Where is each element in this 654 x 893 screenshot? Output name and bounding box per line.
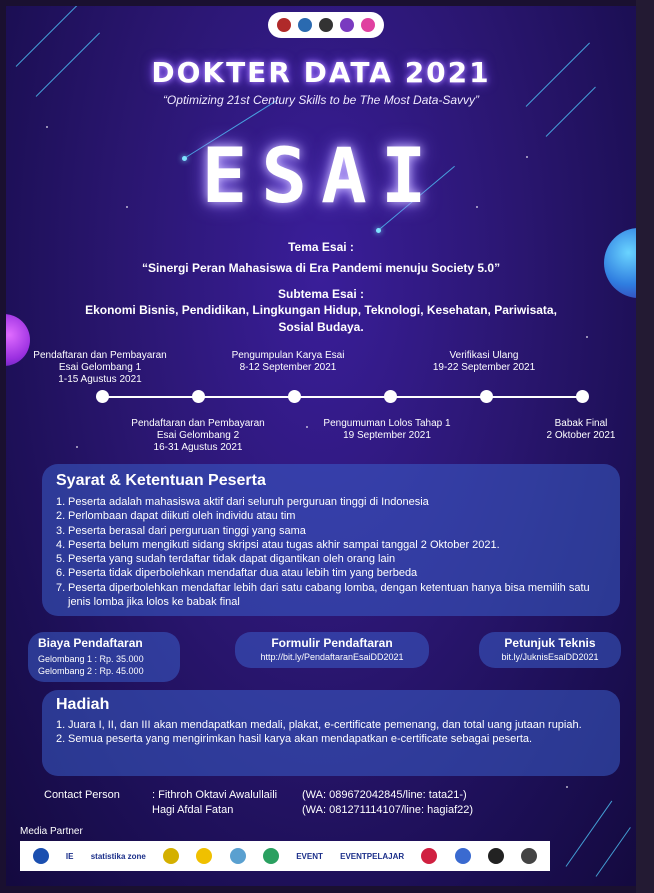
partner-logo-statistika: statistika zone bbox=[90, 851, 146, 861]
partner-logo bbox=[196, 848, 212, 864]
rule-item bbox=[56, 552, 606, 566]
timeline-event-verification bbox=[414, 350, 554, 374]
timeline-text: Pendaftaran dan Pembayaran bbox=[131, 418, 265, 429]
timeline-date: 8-12 September 2021 bbox=[239, 362, 337, 373]
timeline-text: Pengumuman Lolos Tahap 1 bbox=[323, 418, 451, 429]
logo-circle bbox=[340, 18, 354, 32]
timeline-date: 19-22 September 2021 bbox=[432, 362, 536, 373]
rules-title: Syarat & Ketentuan Peserta bbox=[56, 472, 266, 489]
contact-spacer bbox=[44, 803, 152, 818]
partner-logo bbox=[488, 848, 504, 864]
star bbox=[46, 126, 48, 128]
technical-guide-title: Petunjuk Teknis bbox=[504, 636, 596, 650]
prize-list bbox=[56, 718, 606, 746]
timeline-date: 1-15 Agustus 2021 bbox=[58, 374, 142, 385]
rule-item bbox=[56, 581, 606, 610]
prize-number: 2. bbox=[56, 733, 66, 745]
competition-title: ESAI bbox=[201, 131, 441, 220]
timeline-dot bbox=[384, 390, 397, 403]
partner-logo bbox=[163, 848, 179, 864]
timeline-text: Pendaftaran dan Pembayaran bbox=[33, 350, 167, 361]
rule-number: 5. bbox=[56, 553, 66, 566]
technical-guide-panel bbox=[479, 632, 621, 668]
fee-wave-1: Gelombang 1 : Rp. 35.000 bbox=[38, 654, 144, 664]
registration-form-panel bbox=[235, 632, 429, 668]
theme-label: Tema Esai : bbox=[288, 240, 354, 254]
timeline-dot bbox=[288, 390, 301, 403]
prize-panel bbox=[42, 690, 620, 776]
rule-text: Perlombaan dapat diikuti oleh individu atau tim bbox=[68, 510, 296, 523]
rule-text: Peserta berasal dari perguruan tinggi yang sama bbox=[68, 524, 306, 537]
contact-phone: (WA: 089672042845/line: tata21-) bbox=[302, 789, 467, 801]
logo-hexagon bbox=[361, 18, 375, 32]
prize-text: Semua peserta yang mengirimkan hasil karya akan mendapatkan e-certificate sebagai peserta. bbox=[68, 733, 533, 745]
rule-item bbox=[56, 538, 606, 552]
partner-logo bbox=[230, 848, 246, 864]
partner-logo-ie: IE bbox=[65, 851, 74, 861]
event-title: DOKTER DATA 2021 bbox=[151, 56, 491, 89]
timeline-dot bbox=[96, 390, 109, 403]
timeline-event-final bbox=[536, 418, 626, 442]
contact-row bbox=[44, 803, 473, 818]
timeline-line bbox=[102, 396, 582, 398]
rule-number: 6. bbox=[56, 567, 66, 580]
rule-number: 7. bbox=[56, 581, 66, 594]
circuit-line bbox=[596, 827, 631, 877]
fee-panel bbox=[28, 632, 180, 682]
rule-number: 3. bbox=[56, 524, 66, 537]
partner-logo bbox=[33, 848, 49, 864]
rule-item bbox=[56, 524, 606, 538]
timeline-dot bbox=[192, 390, 205, 403]
prize-text: Juara I, II, dan III akan mendapatkan medali, plakat, e-certificate pemenang, dan total uang jutaan rupiah. bbox=[68, 719, 582, 731]
partner-logo bbox=[455, 848, 471, 864]
timeline-text: Esai Gelombang 1 bbox=[58, 362, 142, 373]
partner-logo bbox=[263, 848, 279, 864]
fee-wave-2: Gelombang 2 : Rp. 45.000 bbox=[38, 666, 144, 676]
logo-diamond bbox=[298, 18, 312, 32]
event-tagline: “Optimizing 21st Century Skills to be The Most Data-Savvy” bbox=[162, 93, 480, 107]
fee-title: Biaya Pendaftaran bbox=[38, 636, 143, 650]
rule-text: Peserta tidak diperbolehkan mendaftar dua atau lebih tim yang berbeda bbox=[68, 567, 418, 580]
rule-number: 1. bbox=[56, 496, 66, 508]
contact-label: Contact Person bbox=[44, 789, 120, 801]
timeline-dot bbox=[576, 390, 589, 403]
contact-name: : Fithroh Oktavi Awalullaili bbox=[152, 789, 278, 801]
circuit-line bbox=[566, 801, 613, 867]
contact-person bbox=[44, 788, 473, 818]
logo-sigma bbox=[319, 18, 333, 32]
circuit-dot bbox=[376, 228, 381, 233]
timeline-dot bbox=[480, 390, 493, 403]
contact-name: Hagi Afdal Fatan bbox=[152, 804, 234, 816]
prize-number: 1. bbox=[56, 719, 66, 731]
rule-item bbox=[56, 509, 606, 523]
technical-guide-link[interactable]: bit.ly/JuknisEsaiDD2021 bbox=[501, 652, 599, 662]
rule-text: Peserta belum mengikuti sidang skripsi atau tugas akhir sampai tanggal 2 Oktober 2021. bbox=[68, 538, 500, 551]
window-edge bbox=[636, 0, 654, 893]
prize-item bbox=[56, 732, 606, 746]
rule-item bbox=[56, 566, 606, 580]
timeline-event-registration-1 bbox=[20, 350, 180, 386]
rule-text: Peserta diperbolehkan mendaftar lebih dari satu cabang lomba, dengan ketentuan hanya bisa memilih satu jenis lomba jika lolos ke babak final bbox=[68, 581, 590, 609]
star bbox=[76, 446, 78, 448]
contact-row bbox=[44, 788, 473, 803]
registration-form-link[interactable]: http://bit.ly/PendaftaranEsaiDD2021 bbox=[260, 652, 404, 662]
rules-list bbox=[56, 495, 606, 609]
logo-university bbox=[277, 18, 291, 32]
partner-logo bbox=[421, 848, 437, 864]
poster bbox=[6, 6, 636, 886]
partner-logo-event: EVENT bbox=[296, 851, 323, 861]
prize-title: Hadiah bbox=[56, 696, 110, 713]
prize-item bbox=[56, 718, 606, 732]
theme-text: “Sinergi Peran Mahasiswa di Era Pandemi menuju Society 5.0” bbox=[141, 261, 501, 275]
rule-text: Peserta yang sudah terdaftar tidak dapat digantikan oleh orang lain bbox=[68, 553, 396, 566]
timeline-text: Verifikasi Ulang bbox=[449, 350, 519, 361]
star bbox=[306, 426, 308, 428]
timeline-text: Pengumpulan Karya Esai bbox=[231, 350, 345, 361]
registration-form-title: Formulir Pendaftaran bbox=[271, 636, 393, 650]
rule-text: Peserta adalah mahasiswa aktif dari seluruh perguruan tinggi di Indonesia bbox=[68, 496, 429, 508]
timeline-event-submission bbox=[218, 350, 358, 374]
rule-item bbox=[56, 495, 606, 509]
timeline-text: Babak Final bbox=[554, 418, 608, 429]
subtheme-label: Subtema Esai : bbox=[277, 287, 365, 301]
star bbox=[566, 786, 568, 788]
contact-phone: (WA: 081271114107/line: hagiaf22) bbox=[302, 804, 474, 816]
partner-logo bbox=[521, 848, 537, 864]
rule-number: 4. bbox=[56, 538, 66, 551]
subtheme-text: Ekonomi Bisnis, Pendidikan, Lingkungan Hidup, Teknologi, Kesehatan, Pariwisata, Sosial Budaya. bbox=[85, 303, 557, 334]
timeline-event-registration-2 bbox=[118, 418, 278, 454]
partner-logo-eventpelajar: EVENTPELAJAR bbox=[340, 851, 405, 861]
media-partner-logos bbox=[20, 841, 550, 871]
media-partner-label: Media Partner bbox=[20, 826, 83, 837]
timeline-event-announcement bbox=[312, 418, 462, 442]
timeline-date: 16-31 Agustus 2021 bbox=[153, 442, 243, 453]
timeline-text: Esai Gelombang 2 bbox=[156, 430, 240, 441]
rule-number: 2. bbox=[56, 510, 66, 523]
timeline-date: 2 Oktober 2021 bbox=[546, 430, 616, 441]
timeline-date: 19 September 2021 bbox=[343, 430, 431, 441]
rules-panel bbox=[42, 464, 620, 616]
organizer-logos bbox=[268, 12, 384, 38]
star bbox=[586, 336, 588, 338]
